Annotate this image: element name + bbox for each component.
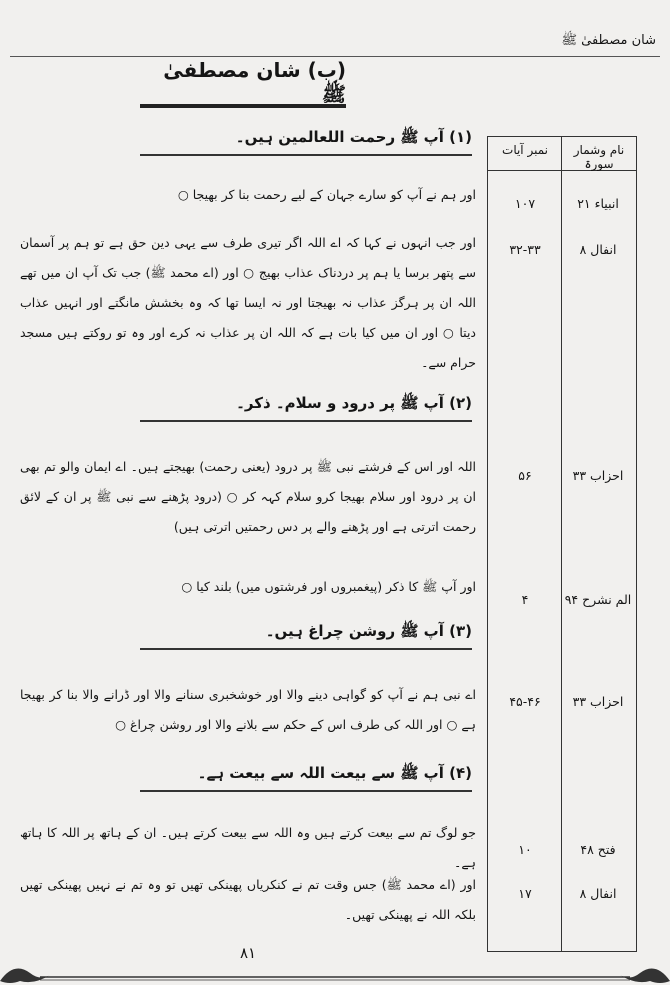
verse-paragraph: جو لوگ تم سے بیعت کرتے ہیں وہ اللہ سے بیعت کرتے ہیں۔ ان کے ہاتھ پر اللہ کا ہاتھ ہے۔: [20, 825, 476, 870]
verse-paragraph: اور (اے محمد ﷺ) جس وقت تم نے کنکریاں پھینکی تھیں تو وہ تم نے نہیں پھینکی تھیں بلکہ اللہ نے پھینکی تھیں۔: [20, 877, 476, 922]
column-header-surah: نام وشمار سورۃ: [573, 143, 625, 171]
page-number: ۸۱: [239, 944, 257, 962]
surah-ref: انبیاء ۲۱: [577, 196, 619, 211]
section-heading: (۳) آپ ﷺ روشن چراغ ہیں۔: [140, 622, 472, 650]
running-header: شان مصطفیٰ ﷺ: [561, 33, 656, 48]
section-heading: (۴) آپ ﷺ سے بیعت اللہ سے بیعت ہے۔: [140, 764, 472, 792]
ayat-ref: ۴: [521, 592, 529, 607]
reference-table: [487, 136, 637, 952]
table-border-right: [636, 136, 637, 952]
verse-paragraph: اللہ اور اس کے فرشتے نبی ﷺ پر درود (یعنی رحمت) بھیجتے ہیں۔ اے ایمان والو تم بھی ان پر درود اور سلام بھیجا کرو سلام کہہ کر ○ (درود پڑھنے سے نبی ﷺ پر ان کے لائق رحمت اترتی ہے اور پڑھنے والے پر دس رحمتیں اترتی ہیں): [20, 459, 476, 534]
ayat-ref: ۱۰۷: [514, 196, 536, 211]
surah-ref: فتح ۴۸: [580, 842, 616, 857]
ayat-ref: ۱۷: [518, 886, 532, 901]
surah-ref: انفال ۸: [579, 886, 617, 901]
section-heading: (۲) آپ ﷺ پر درود و سلام۔ ذکر۔: [140, 394, 472, 422]
surah-ref: احزاب ۳۳: [572, 694, 624, 709]
surah-ref: انفال ۸: [579, 242, 617, 257]
verse-paragraph: اے نبی ہم نے آپ کو گواہی دینے والا اور خوشخبری سنانے والا اور ڈرانے والا بنا کر بھیجا ہے ○ اور اللہ کی طرف اس کے حکم سے بلانے والا اور روشن چراغ ○: [20, 687, 476, 732]
surah-ref: احزاب ۳۳: [572, 468, 624, 483]
table-column-divider: [561, 136, 562, 952]
ayat-ref: ۳۲-۳۳: [509, 242, 541, 257]
verse-paragraph: اور آپ ﷺ کا ذکر (پیغمبروں اور فرشتوں میں) بلند کیا ○: [181, 579, 476, 594]
table-border-left: [487, 136, 488, 952]
ayat-ref: ۱۰: [518, 842, 532, 857]
surah-ref: الم نشرح ۹۴: [564, 592, 632, 607]
verse-paragraph: اور ہم نے آپ کو سارے جہان کے لیے رحمت بنا کر بھیجا ○: [177, 187, 476, 202]
ayat-ref: ۴۵-۴۶: [509, 694, 541, 709]
section-heading: (۱) آپ ﷺ رحمت اللعالمین ہیں۔: [140, 128, 472, 156]
decorative-border-ornament: [0, 951, 670, 985]
table-border-top: [487, 136, 637, 137]
verse-paragraph: اور جب انہوں نے کہا کہ اے اللہ اگر تیری طرف سے یہی دین حق ہے تو ہم پر آسمان سے پتھر برسا یا ہم پر دردناک عذاب بھیج ○ اور (اے محمد ﷺ) جب تک آپ ان میں تھے اللہ ان پر ہرگز عذاب نہ بھیجتا اور نہ ایسا تھا کہ وہ بخشش مانگتے اور انہیں عذاب دیتا ○ اور ان میں کیا بات ہے کہ اللہ ان پر عذاب نہ کرے اور وہ تو روکتے ہیں مسجد حرام سے۔: [20, 235, 476, 370]
column-header-ayat: نمبر آیات: [502, 143, 548, 157]
ayat-ref: ۵۶: [518, 468, 532, 483]
chapter-title: (ب) شان مصطفیٰ ﷺ: [140, 64, 346, 108]
